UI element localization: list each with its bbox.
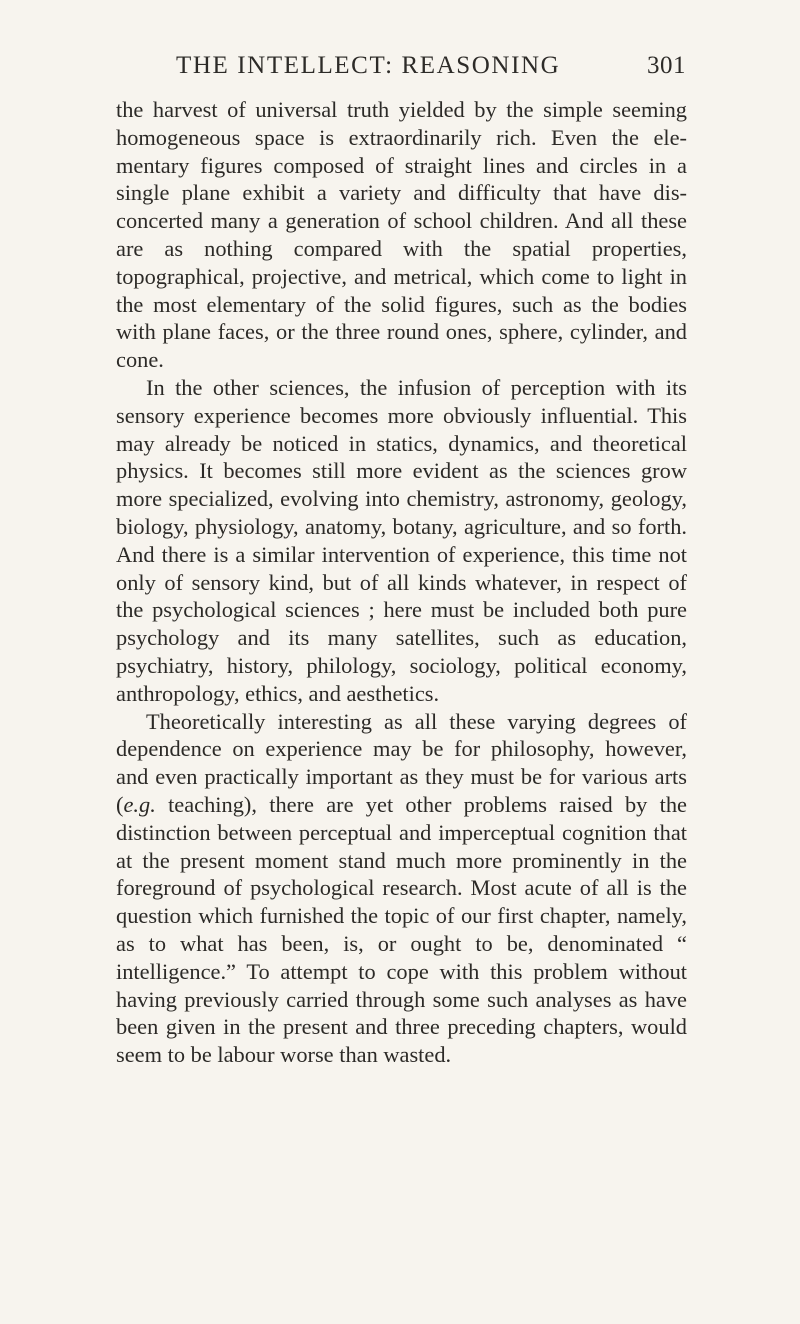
abbreviation-eg: e.g.	[123, 791, 156, 817]
page-number: 301	[647, 52, 686, 79]
running-header	[176, 50, 686, 82]
paragraph-theoretically-interesting	[116, 708, 687, 1069]
paragraph-text-start: Theoretically interesting as all these varying degrees of dependence on experience may be for philosophy, however, and even practically important as they must be for various arts (	[116, 708, 687, 817]
paragraph-other-sciences: In the other sciences, the infusion of perception with its sensory experience becomes more obviously influential. This may already be noticed in statics, dynamics, and theoretical physics. It becomes still more evident as the sciences grow more specialized, evolving into chemistry, astronomy, geology, biology, physiology, anatomy, botany, agriculture, and so forth. And there is a similar intervention of experience, this time not only of sensory kind, but of all kinds whatever, in respect of the psychological sciences ; here must be included both pure psychology and its many satellites, such as education, psychiatry, history, philology, sociology, political economy, anthropology, ethics, and aesthetics.	[116, 374, 687, 706]
chapter-title: THE INTELLECT: REASONING	[176, 52, 561, 79]
body-text	[116, 96, 687, 1069]
paragraph-text-rest: teaching), there are yet other problems raised by the distinction between perceptual and imperceptual cognition that at the present moment stand much more prominently in the foreground of psychological research. Most acute of all is the question which furnished the topic of our first chapter, namely, as to what has been, is, or ought to be, denominated “ intelligence.” To attempt to cope with this problem without having previously carried through some such analyses as have been given in the present and three preceding chapters, would seem to be labour worse than wasted.	[116, 791, 687, 1068]
paragraph-continuation: the harvest of universal truth yielded by the simple seeming homogeneous space is extraordinarily rich. Even the ele- mentary figures composed of straight lines and circles in a single plane exhibit a variety and difficulty that have dis- concerted many a generation of school children. And all these are as nothing compared with the spatial properties, topographical, projective, and metrical, which come to light in the most elementary of the solid figures, such as the bodies with plane faces, or the three round ones, sphere, cylinder, and cone.	[116, 97, 687, 373]
